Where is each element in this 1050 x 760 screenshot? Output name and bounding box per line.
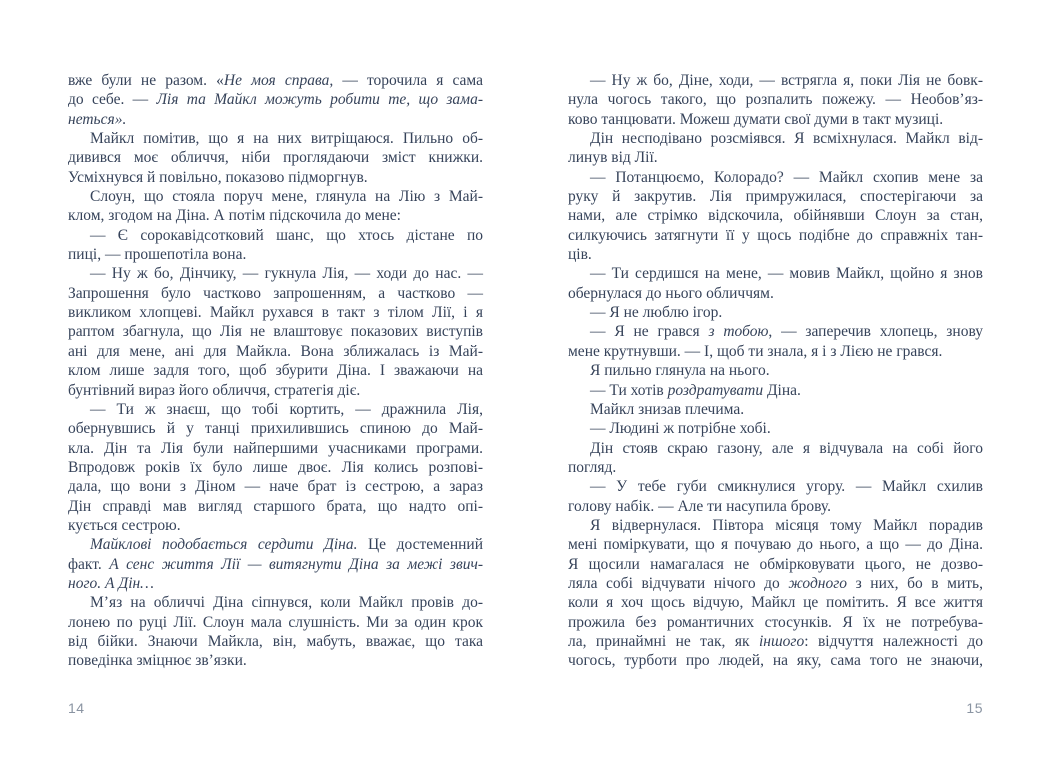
text-run: Дін справді мав вигляд старшого брата, що надто опі-	[68, 497, 483, 515]
text-run: мене крутнувши. — І, щоб ти знала, я і з Лією не грався.	[568, 342, 943, 360]
text-line	[568, 477, 983, 496]
text-run: Дін стояв скраю газону, але я відчувала на собі його	[590, 439, 983, 457]
text-line	[68, 168, 483, 187]
text-line	[568, 90, 983, 109]
text-run: Майкл помітив, що я на них витріщаюся. Пильно об-	[90, 130, 483, 148]
text-line	[568, 342, 983, 361]
text-run: Майкл знизав плечима.	[590, 400, 745, 418]
text-line	[68, 342, 483, 361]
text-run: Усміхнувся й повільно, показово підморгнув.	[68, 168, 368, 186]
text-run: Майклові подобається сердити Діна.	[90, 536, 358, 554]
text-run: — Я не грався	[590, 323, 709, 341]
text-run: , — заперечив хлопець, знову	[768, 323, 983, 341]
text-run: Я пильно глянула на нього.	[590, 362, 770, 380]
text-run: прожила без романтичних стосунків. Я їх не потребува-	[568, 613, 983, 631]
text-line	[68, 90, 483, 109]
text-run: голову набік. — Але ти насупила брову.	[568, 497, 831, 515]
text-run: Впродовж років їх було лише двоє. Лія колись розпові-	[68, 458, 483, 476]
text-line	[568, 535, 983, 554]
text-line	[568, 148, 983, 167]
text-run: чогось, турботи про людей, на яку, сама того не знаючи,	[568, 652, 983, 670]
text-run: жодного	[788, 574, 848, 592]
text-run: мені поміркувати, що я почуваю до нього, а що — до Діна.	[568, 536, 983, 554]
text-run: Лія та Майкл можуть робити те, що зама-	[156, 91, 483, 109]
text-line	[68, 284, 483, 303]
text-line	[568, 419, 983, 438]
text-run: до себе. —	[68, 91, 157, 109]
text-line	[568, 168, 983, 187]
text-run: погляд.	[568, 458, 617, 476]
text-line	[568, 439, 983, 458]
text-run: ла, принаймні не так, як	[568, 632, 759, 650]
text-run: викликом хлопцеві. Майкл рухався в такт з тілом Лії, і я	[68, 304, 483, 322]
text-run: кла. Дін та Лія були найпершими учасниками програми.	[68, 439, 483, 457]
text-run: вже були не разом. «	[68, 72, 224, 89]
text-run: Запрошення було частково запрошенням, а частково —	[68, 284, 483, 302]
text-line	[68, 439, 483, 458]
text-line	[568, 497, 983, 516]
text-line	[568, 71, 983, 90]
text-run: пиці, — прошепотіла вона.	[68, 246, 247, 264]
text-line	[68, 129, 483, 148]
text-run: — Ну ж бо, Діне, ходи, — встрягла я, поки Лія не бовк-	[590, 72, 983, 89]
text-run: дивився моє обличчя, ніби проглядаючи зміст книжки.	[68, 149, 483, 167]
text-run: — Ти ж знаєш, що тобі кортить, — дражнила Лія,	[90, 400, 483, 418]
text-run: ляла собі відчувати нічого до	[568, 574, 789, 592]
text-run: — Ти сердишся на мене, — мовив Майкл, щойно я знов	[590, 265, 983, 283]
text-line	[68, 555, 483, 574]
text-run: силкуючись затягнути її у щось подібне до справжніх тан-	[568, 226, 983, 244]
text-run: — Потанцюємо, Колорадо? — Майкл схопив мене за	[590, 168, 983, 186]
text-run: раптом збагнула, що Лія не влаштовує показових виступів	[68, 323, 483, 341]
text-run: з тобою	[708, 323, 769, 341]
text-run: Діна.	[763, 381, 801, 399]
text-line	[568, 516, 983, 535]
text-line	[68, 322, 483, 341]
text-line	[68, 381, 483, 400]
text-run: з них, бо в мить,	[847, 574, 983, 592]
text-line	[68, 303, 483, 322]
text-line	[68, 574, 483, 593]
text-line	[68, 593, 483, 612]
page-left-text	[68, 71, 483, 671]
text-line	[568, 226, 983, 245]
text-line	[568, 458, 983, 477]
text-run: — Людині ж потрібне хобі.	[590, 420, 771, 438]
text-run: клом лише задля того, щоб збурити Діна. І зважаючи на	[68, 362, 483, 380]
text-line	[68, 148, 483, 167]
text-line	[68, 651, 483, 670]
text-run: — Я не люблю ігор.	[590, 304, 723, 322]
text-line	[568, 187, 983, 206]
text-line	[68, 187, 483, 206]
text-run: коли я хоч щось відчую, Майкл це помітить. Я все життя	[568, 594, 983, 612]
text-run: іншого	[758, 632, 805, 650]
text-line	[568, 651, 983, 670]
text-run: Це достеменний	[357, 536, 483, 554]
text-line	[68, 497, 483, 516]
text-line	[568, 303, 983, 322]
text-line	[68, 264, 483, 283]
text-run: — У тебе губи смикнулися угору. — Майкл схилив	[590, 478, 983, 496]
page-number-left: 14	[68, 700, 85, 716]
text-run: ані для мене, ані для Майкла. Вона зближалась із Май-	[68, 342, 483, 360]
text-run: кується сестрою.	[68, 516, 181, 534]
text-run: — торочила я сама	[333, 72, 483, 89]
text-run: руку й закрутив. Лія примружилася, спостерігаючи за	[568, 188, 983, 206]
text-run: поведінка зміцнює зв’язки.	[68, 652, 247, 670]
text-line	[68, 245, 483, 264]
text-run: бунтівний вираз його обличчя, стратегія діє.	[68, 381, 361, 399]
text-line	[68, 206, 483, 225]
text-run: Дін несподівано розсміявся. Я всміхнулася. Майкл від-	[590, 130, 983, 148]
text-line	[568, 574, 983, 593]
text-run: обернувшись й у танці прихилившись спиною до Май-	[68, 420, 483, 438]
text-run: А сенс життя Лії — витягнути Діна за межі звич-	[109, 555, 484, 573]
text-run: — Ну ж бо, Дінчику, — гукнула Лія, — ходи до нас. —	[90, 265, 483, 283]
text-line	[568, 381, 983, 400]
text-line	[568, 361, 983, 380]
text-line	[68, 516, 483, 535]
text-run: лонею по руці Лії. Слоун мала слушність. Ми за один крок	[68, 613, 483, 631]
page-number-right: 15	[966, 700, 983, 716]
text-line	[568, 632, 983, 651]
text-line	[568, 245, 983, 264]
text-run: линув від Лії.	[568, 149, 658, 167]
text-line	[568, 206, 983, 225]
text-run: — Ти хотів	[590, 381, 668, 399]
text-run: М’яз на обличчі Діна сіпнувся, коли Майкл провів до-	[90, 594, 483, 612]
text-line	[568, 110, 983, 129]
text-line	[568, 284, 983, 303]
text-run: нами, але стрімко відскочила, обійнявши Слоун за стан,	[568, 207, 983, 225]
text-line	[568, 555, 983, 574]
text-line	[68, 632, 483, 651]
text-run: факт.	[68, 555, 110, 573]
text-line	[68, 71, 483, 90]
text-line	[68, 419, 483, 438]
text-line	[68, 458, 483, 477]
text-run: Не моя справа,	[223, 72, 334, 89]
text-run: Я щосили намагалася не обмірковувати цього, не дозво-	[568, 555, 983, 573]
text-run: нула чогось такого, що розпалить пожежу. — Необов’яз-	[568, 91, 983, 109]
text-line	[68, 400, 483, 419]
text-line	[68, 477, 483, 496]
text-line	[568, 593, 983, 612]
text-line	[568, 613, 983, 632]
text-line	[568, 264, 983, 283]
text-run: неться».	[68, 110, 127, 128]
text-run: від бійки. Знаючи Майкла, він, мабуть, вважає, що така	[68, 632, 483, 650]
text-line	[68, 613, 483, 632]
page-right-text	[568, 71, 983, 671]
text-line	[568, 129, 983, 148]
text-run: : відчуття належності до	[804, 632, 983, 650]
text-line	[68, 535, 483, 554]
text-run: — Є сорокавідсотковий шанс, що хтось дістане по	[90, 226, 483, 244]
text-run: ково танцювати. Можеш думати свої думи в такт музиці.	[568, 110, 944, 128]
text-run: обернулася до нього обличчям.	[568, 284, 774, 302]
text-run: ного. А Дін…	[68, 574, 154, 592]
text-run: клом, згодом на Діна. А потім підскочила до мене:	[68, 207, 401, 225]
text-line	[568, 322, 983, 341]
text-run: Я відвернулася. Півтора місяця тому Майкл порадив	[590, 516, 983, 534]
text-line	[68, 110, 483, 129]
text-line	[68, 361, 483, 380]
text-run: Слоун, що стояла поруч мене, глянула на Лію з Май-	[90, 188, 483, 206]
text-run: роздратувати	[667, 381, 764, 399]
text-line	[568, 400, 983, 419]
text-run: ців.	[568, 246, 592, 264]
text-run: дала, що вони з Діном — наче брат із сестрою, а зараз	[68, 478, 483, 496]
text-line	[68, 226, 483, 245]
